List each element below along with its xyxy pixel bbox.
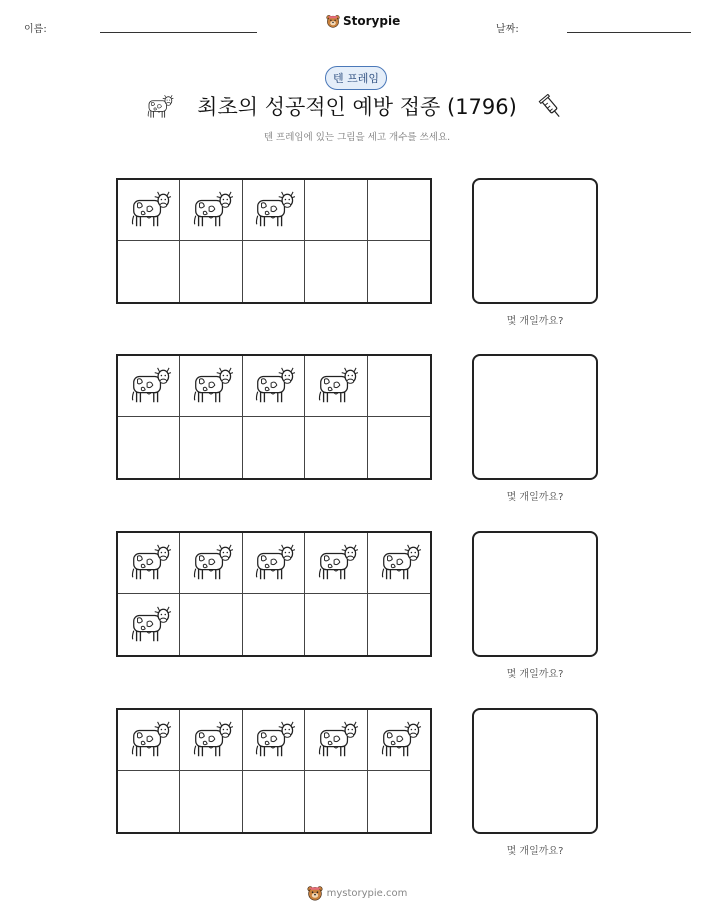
cow-icon — [126, 719, 172, 761]
brand-name: Storypie — [343, 14, 401, 28]
footer — [0, 885, 714, 901]
ten-frame-cell — [368, 771, 430, 832]
ten-frame-cell — [305, 533, 367, 594]
ten-frame-cell — [243, 771, 305, 832]
ten-frame-cell — [180, 180, 242, 241]
ten-frame-3 — [116, 531, 432, 657]
ten-frame-cell — [180, 356, 242, 417]
ten-frame-cell — [368, 180, 430, 241]
cow-icon — [126, 365, 172, 407]
ten-frame-cell — [118, 771, 180, 832]
cow-icon — [126, 189, 172, 231]
question-label-1: 몇 개일까요? — [506, 316, 564, 327]
ten-frame-cell — [243, 417, 305, 478]
ten-frame-4 — [116, 708, 432, 834]
cow-icon — [126, 542, 172, 584]
ten-frame-cell — [368, 594, 430, 655]
bear-mascot-icon — [326, 14, 340, 28]
ten-frame-cell — [368, 533, 430, 594]
ten-frame-cell — [305, 594, 367, 655]
ten-frame-cell — [180, 710, 242, 771]
ten-frame-cell — [368, 356, 430, 417]
cow-icon — [313, 719, 359, 761]
ten-frame-cell — [118, 241, 180, 302]
cow-icon — [250, 365, 296, 407]
answer-box-1[interactable] — [472, 178, 598, 304]
cow-icon — [250, 542, 296, 584]
ten-frame-cell — [118, 594, 180, 655]
ten-frame-cell — [118, 417, 180, 478]
ten-frame-cell — [180, 771, 242, 832]
ten-frame-cell — [118, 356, 180, 417]
date-line[interactable] — [567, 32, 691, 33]
bear-mascot-icon — [307, 885, 323, 901]
ten-frame-cell — [368, 241, 430, 302]
question-label-3: 몇 개일까요? — [506, 669, 564, 680]
ten-frame-cell — [118, 533, 180, 594]
ten-frame-1 — [116, 178, 432, 304]
cow-icon — [188, 719, 234, 761]
ten-frame-2 — [116, 354, 432, 480]
ten-frame-cell — [305, 771, 367, 832]
cow-icon — [188, 189, 234, 231]
cow-icon — [250, 719, 296, 761]
vaccine-syringe-icon — [538, 94, 566, 122]
ten-frame-cell — [118, 710, 180, 771]
ten-frame-cell — [243, 180, 305, 241]
cow-icon — [313, 542, 359, 584]
footer-url[interactable]: mystorypie.com — [326, 887, 408, 899]
cow-icon — [126, 604, 172, 646]
ten-frame-cell — [180, 533, 242, 594]
ten-frame-cell — [305, 710, 367, 771]
cow-icon — [376, 542, 422, 584]
question-label-2: 몇 개일까요? — [506, 492, 564, 503]
name-line[interactable] — [100, 32, 257, 33]
ten-frame-cell — [243, 710, 305, 771]
ten-frame-cell — [180, 594, 242, 655]
answer-box-4[interactable] — [472, 708, 598, 834]
cow-icon — [250, 189, 296, 231]
name-label: 이름: — [24, 24, 47, 35]
instructions: 텐 프레임에 있는 그림을 세고 개수를 쓰세요. — [263, 132, 451, 143]
answer-box-2[interactable] — [472, 354, 598, 480]
topic-tag: 텐 프레임 — [325, 66, 387, 90]
cow-icon — [188, 365, 234, 407]
ten-frame-cell — [305, 417, 367, 478]
ten-frame-cell — [305, 241, 367, 302]
date-label: 날짜: — [496, 24, 519, 35]
ten-frame-cell — [243, 533, 305, 594]
page-title: 최초의 성공적인 예방 접종 (1796) — [197, 95, 517, 119]
brand-logo — [326, 14, 400, 28]
ten-frame-cell — [368, 417, 430, 478]
ten-frame-cell — [243, 241, 305, 302]
ten-frame-cell — [243, 356, 305, 417]
ten-frame-cell — [243, 594, 305, 655]
cow-icon — [188, 542, 234, 584]
question-label-4: 몇 개일까요? — [506, 846, 564, 857]
ten-frame-cell — [180, 417, 242, 478]
ten-frame-cell — [305, 356, 367, 417]
ten-frame-cell — [305, 180, 367, 241]
ten-frame-cell — [180, 241, 242, 302]
cow-icon — [376, 719, 422, 761]
cow-icon — [313, 365, 359, 407]
answer-box-3[interactable] — [472, 531, 598, 657]
ten-frame-cell — [368, 710, 430, 771]
ten-frame-cell — [118, 180, 180, 241]
